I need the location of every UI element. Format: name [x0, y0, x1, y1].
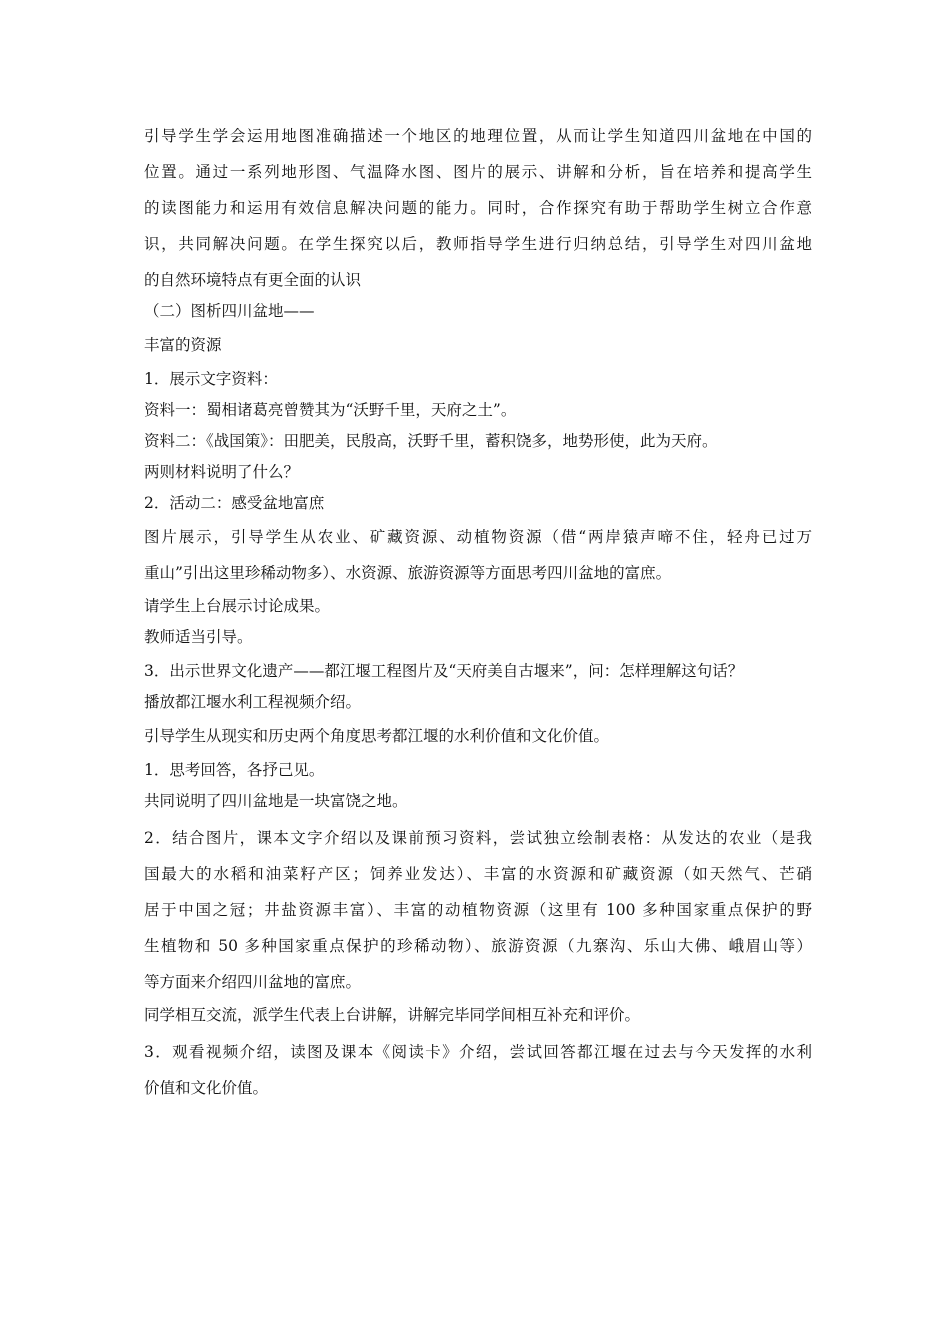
intro-line: 的自然环境特点有更全面的认识: [144, 271, 362, 289]
exchange-line: 同学相互交流，派学生代表上台讲解，讲解完毕同学间相互补充和评价。: [144, 1006, 641, 1024]
material-two: 资料二：《战国策》：田肥美，民殷高，沃野千里，蓄积饶多，地势形使，此为天府。: [144, 432, 718, 450]
guide-value-line: 引导学生从现实和历史两个角度思考都江堰的水利价值和文化价值。: [144, 727, 610, 745]
intro-line: 引导学生学会运用地图准确描述一个地区的地理位置，从而让学生知道四川盆地在中国的: [144, 127, 812, 145]
conclusion-line: 共同说明了四川盆地是一块富饶之地。: [144, 792, 408, 810]
section-heading: （二）图析四川盆地——: [144, 302, 315, 320]
answer-two-line: 生植物和 50 多种国家重点保护的珍稀动物）、旅游资源（九寨沟、乐山大佛、峨眉山等）: [144, 937, 812, 955]
activity-line: 图片展示，引导学生从农业、矿藏资源、动植物资源（借“两岸猿声啼不住，轻舟已过万: [144, 528, 812, 546]
item2-title: 2．活动二：感受盆地富庶: [144, 494, 325, 512]
intro-line: 的读图能力和运用有效信息解决问题的能力。同时，合作探究有助于帮助学生树立合作意: [144, 199, 812, 217]
document-body: [144, 118, 812, 1106]
intro-paragraph: [144, 118, 812, 298]
answer-three-line: 价值和文化价值。: [144, 1079, 269, 1097]
activity-paragraph: [144, 519, 812, 591]
answer-two-line: 2．结合图片，课本文字介绍以及课前预习资料，尝试独立绘制表格：从发达的农业（是我: [144, 829, 812, 847]
material-one: 资料一：蜀相诸葛亮曾赞其为“沃野千里，天府之土”。: [144, 401, 517, 419]
question-one: 两则材料说明了什么？: [144, 463, 300, 481]
item3-line: 3．出示世界文化遗产——都江堰工程图片及“天府美自古堰来”，问：怎样理解这句话？: [144, 662, 744, 680]
activity-line: 重山”引出这里珍稀动物多）、水资源、旅游资源等方面思考四川盆地的富庶。: [144, 564, 672, 582]
answer-one-line: 1．思考回答，各抒己见。: [144, 761, 325, 779]
answer-three-line: 3．观看视频介绍，读图及课本《阅读卡》介绍，尝试回答都江堰在过去与今天发挥的水利: [144, 1043, 812, 1061]
teacher-guide-line: 教师适当引导。: [144, 628, 253, 646]
answer-two-paragraph: [144, 820, 812, 1000]
answer-two-line: 国最大的水稻和油菜籽产区；饲养业发达）、丰富的水资源和矿藏资源（如天然气、芒硝: [144, 865, 812, 883]
invite-line: 请学生上台展示讨论成果。: [144, 597, 331, 615]
intro-line: 识，共同解决问题。在学生探究以后，教师指导学生进行归纳总结，引导学生对四川盆地: [144, 235, 812, 253]
intro-line: 位置。通过一系列地形图、气温降水图、图片的展示、讲解和分析，旨在培养和提高学生: [144, 163, 812, 181]
answer-three-paragraph: [144, 1034, 812, 1106]
video-line: 播放都江堰水利工程视频介绍。: [144, 693, 362, 711]
item1-title: 1．展示文字资料：: [144, 370, 278, 388]
answer-two-line: 居于中国之冠；井盐资源丰富）、丰富的动植物资源（这里有 100 多种国家重点保护的野: [144, 901, 812, 919]
section-subheading: 丰富的资源: [144, 336, 222, 354]
answer-two-line: 等方面来介绍四川盆地的富庶。: [144, 973, 362, 991]
